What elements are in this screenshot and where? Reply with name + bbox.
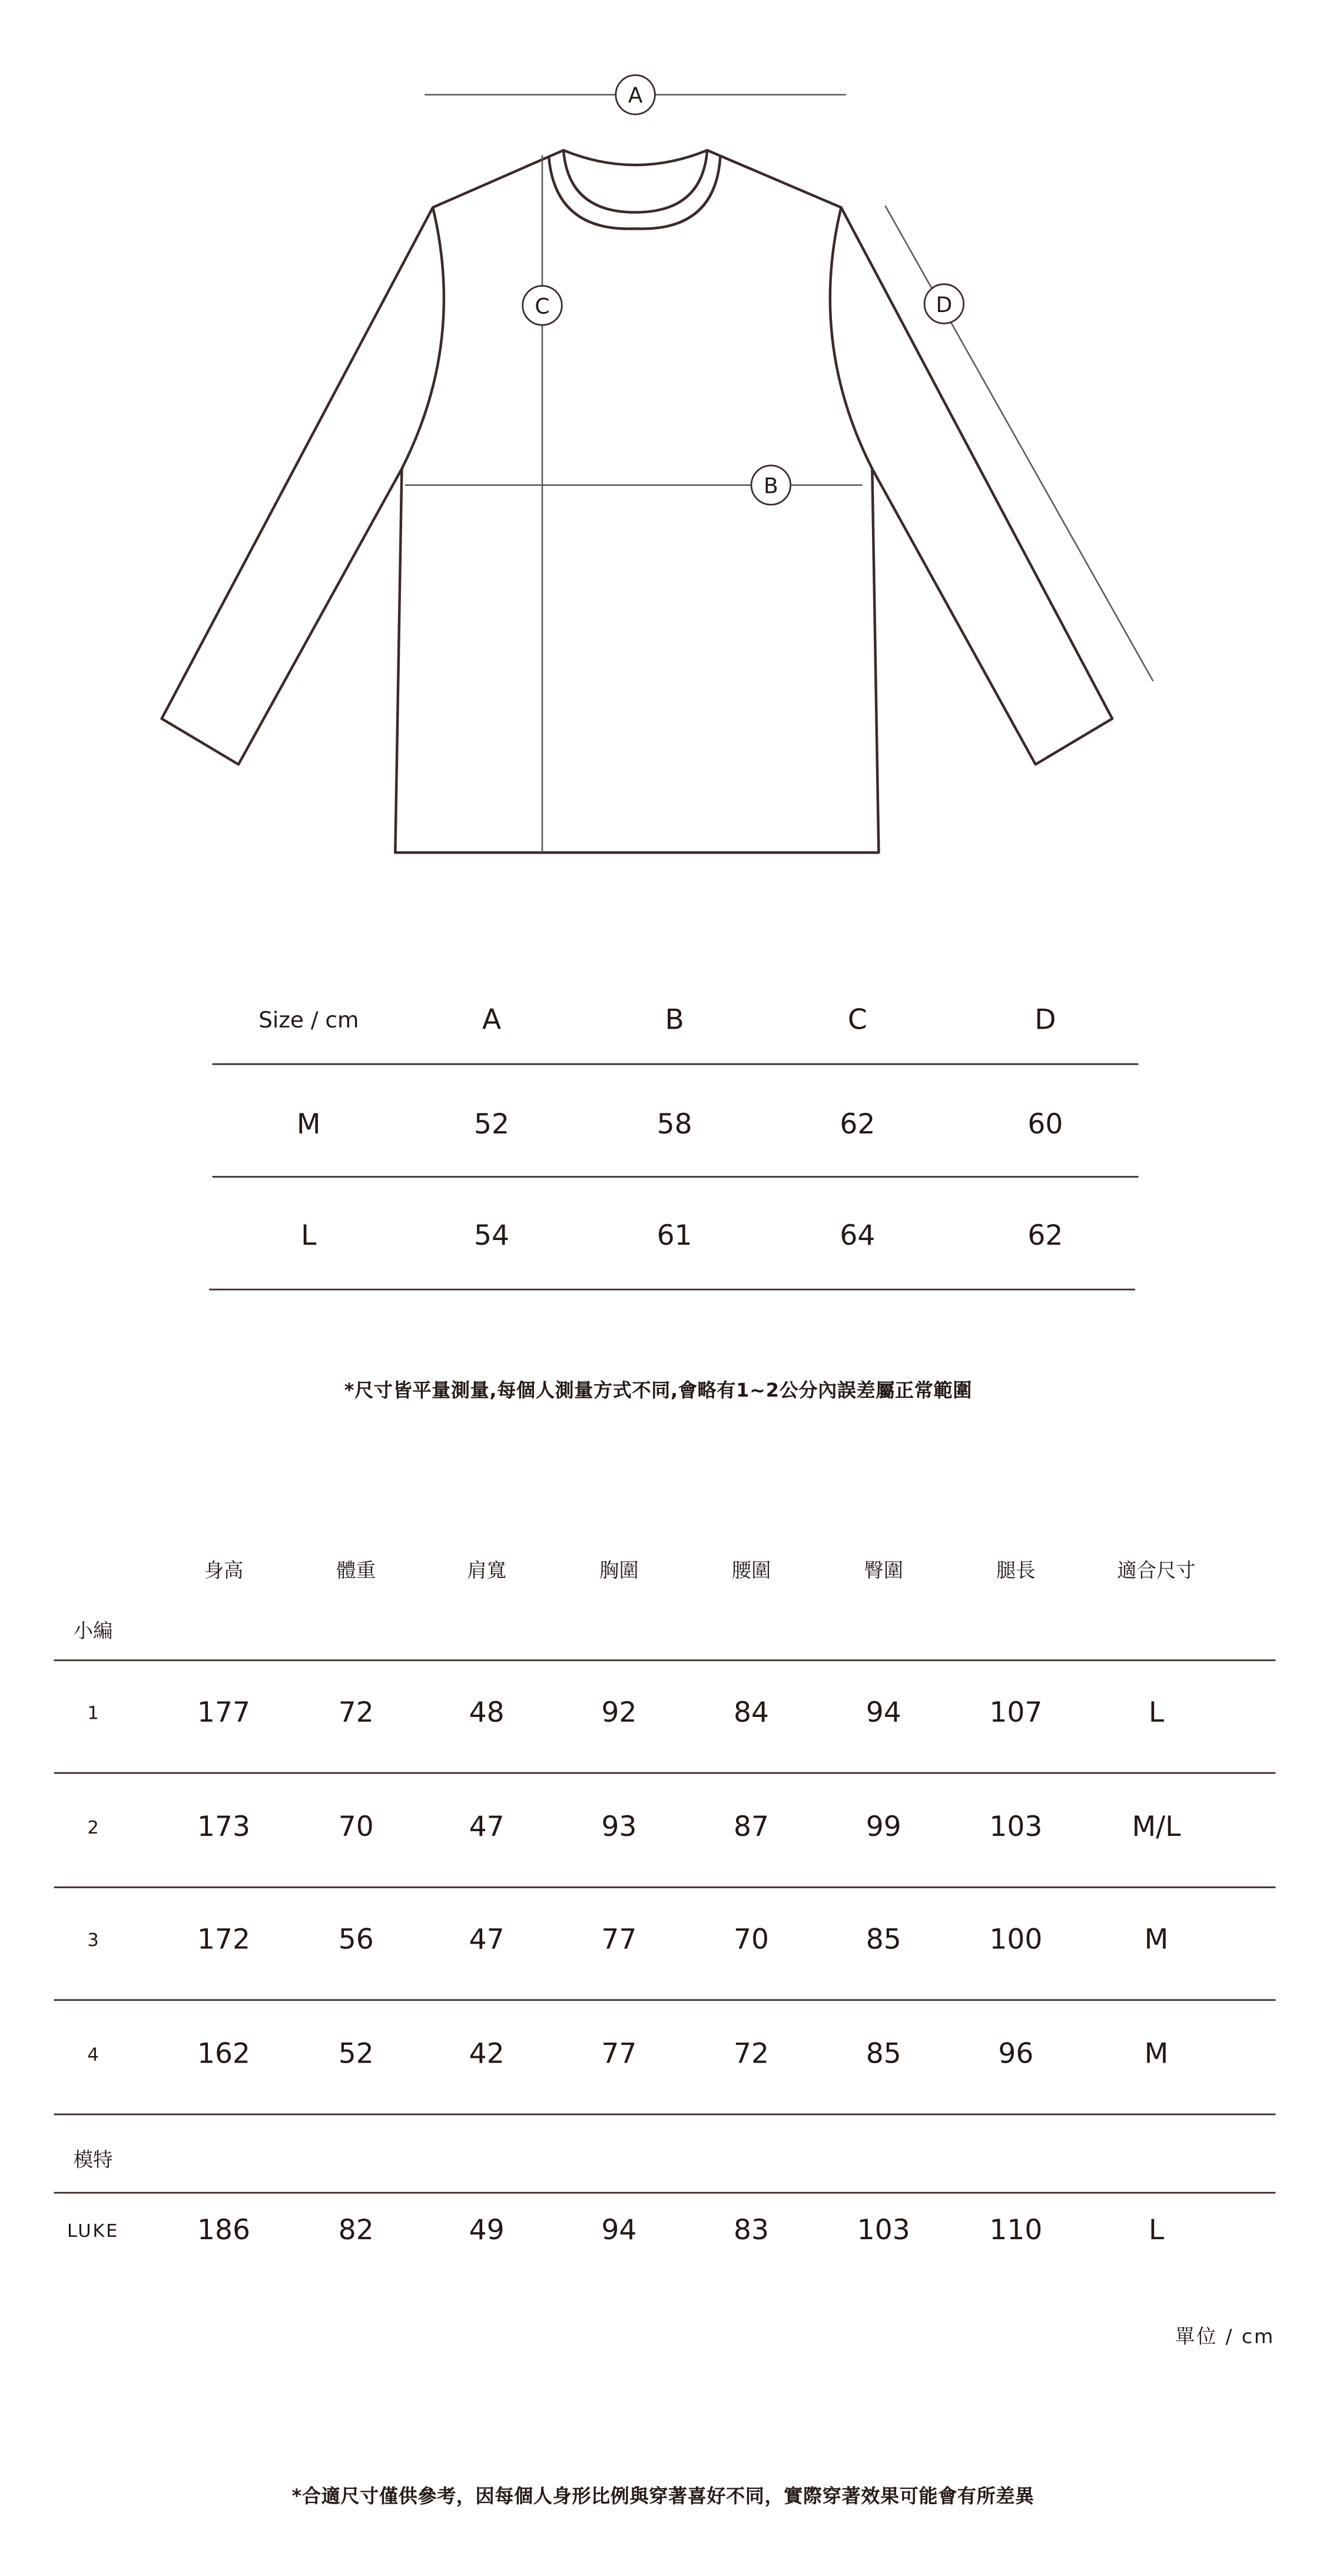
fit-table-cell: 177 (197, 1697, 251, 1730)
collar-outer (549, 157, 720, 228)
fit-table-cell: 3 (87, 1929, 99, 1951)
size-table-cell: 61 (656, 1220, 692, 1253)
divider (213, 1063, 1139, 1066)
divider (54, 2114, 1276, 2116)
fit-table-cell: L (1148, 1697, 1165, 1730)
fit-table-cell: 77 (601, 2038, 637, 2071)
size-table-header: C (847, 1004, 867, 1037)
fit-table-cell: 107 (989, 1697, 1043, 1730)
fit-table-cell: 52 (338, 2038, 374, 2071)
fit-table-cell: L (1148, 2214, 1165, 2248)
fit-table-cell: 103 (857, 2214, 910, 2248)
fit-table-cell: 82 (338, 2214, 374, 2248)
fit-table-cell: 94 (601, 2214, 637, 2248)
size-table-cell: M (296, 1109, 321, 1142)
divider (54, 1659, 1276, 1662)
fit-table-cell: 172 (197, 1924, 251, 1957)
fit-table-cell: 48 (469, 1697, 505, 1730)
fit-table-cell: 72 (338, 1697, 374, 1730)
fit-table-header: 肩寬 (467, 1559, 506, 1582)
unit-label: 單位 / cm (1175, 2325, 1275, 2348)
fit-table-cell: 87 (734, 1811, 770, 1844)
fit-table-cell: 85 (866, 1924, 901, 1957)
fit-table-cell: 70 (338, 1811, 374, 1844)
fit-table-cell: 42 (469, 2038, 505, 2071)
fit-table-cell: 2 (87, 1817, 99, 1839)
fit-table-cell: 110 (989, 2214, 1043, 2248)
fit-table-cell: 84 (734, 1697, 770, 1730)
group-label: 小編 (73, 1619, 113, 1643)
fit-table-cell: 100 (989, 1924, 1043, 1957)
fit-table-header: 胸圍 (599, 1559, 639, 1582)
sweater-outline (162, 150, 1112, 853)
fit-table-cell: 186 (197, 2214, 251, 2248)
fit-table-header: 臀圍 (864, 1559, 904, 1582)
marker-c-label: C (535, 294, 550, 319)
fit-table-cell: 99 (866, 1811, 901, 1844)
divider (54, 1887, 1276, 1889)
fit-table-cell: 173 (197, 1811, 251, 1844)
size-table-cell: 52 (473, 1109, 509, 1142)
size-table-header: Size / cm (258, 1007, 359, 1034)
fit-table-header: 腿長 (996, 1559, 1036, 1582)
divider (213, 1176, 1139, 1178)
fit-table-cell: 103 (989, 1811, 1043, 1844)
measure-line-d (886, 206, 1153, 681)
size-table-header: A (482, 1004, 502, 1037)
fit-table-cell: 49 (469, 2214, 505, 2248)
size-table-cell: 62 (1027, 1220, 1063, 1253)
fit-table-cell: M (1144, 2038, 1169, 2071)
right-armhole (830, 207, 873, 469)
size-table-cell: 60 (1027, 1109, 1063, 1142)
left-armhole (402, 207, 444, 469)
fit-table-cell: 83 (734, 2214, 770, 2248)
divider (54, 2192, 1276, 2194)
fit-table-header: 適合尺寸 (1117, 1559, 1196, 1582)
size-table-cell: 64 (840, 1220, 876, 1253)
fit-table-cell: 85 (866, 2038, 901, 2071)
divider (54, 1772, 1276, 1775)
divider (54, 1999, 1276, 2001)
fit-table-cell: 70 (734, 1924, 770, 1957)
marker-b-label: B (763, 473, 778, 499)
fit-table-cell: 56 (338, 1924, 374, 1957)
fit-table-header: 體重 (336, 1559, 376, 1582)
fit-table-header: 腰圍 (731, 1559, 771, 1582)
size-table-header: D (1034, 1004, 1056, 1037)
fit-table-cell: LUKE (67, 2220, 120, 2242)
fit-table-cell: 92 (601, 1697, 637, 1730)
fit-table-cell: 47 (469, 1811, 505, 1844)
fit-table-cell: 4 (87, 2044, 99, 2066)
fit-table-cell: 94 (866, 1697, 901, 1730)
fit-note: *合適尺寸僅供參考，因每個人身形比例與穿著喜好不同，實際穿著效果可能會有所差異 (291, 2484, 1034, 2508)
fit-table-cell: 162 (197, 2038, 251, 2071)
garment-diagram (0, 0, 1323, 914)
marker-d-label: D (936, 292, 953, 317)
collar-inner (563, 150, 707, 212)
fit-table-cell: 47 (469, 1924, 505, 1957)
size-table-cell: 62 (840, 1109, 876, 1142)
size-table-header: B (665, 1004, 684, 1037)
size-table-cell: L (301, 1220, 317, 1253)
divider (209, 1289, 1135, 1291)
fit-table-cell: 72 (734, 2038, 770, 2071)
size-table-cell: 58 (656, 1109, 692, 1142)
fit-table-cell: M (1144, 1924, 1169, 1957)
marker-a-label: A (628, 83, 643, 108)
group-label: 模特 (73, 2149, 113, 2172)
fit-table-cell: 96 (998, 2038, 1034, 2071)
fit-table-cell: 93 (601, 1811, 637, 1844)
fit-table-cell: 77 (601, 1924, 637, 1957)
fit-table-cell: 1 (87, 1702, 99, 1724)
fit-table-cell: M/L (1132, 1811, 1181, 1844)
fit-table-header: 身高 (204, 1559, 244, 1582)
size-note: *尺寸皆平量測量,每個人測量方式不同,會略有1~2公分內誤差屬正常範圍 (344, 1378, 973, 1402)
size-table-cell: 54 (473, 1220, 509, 1253)
